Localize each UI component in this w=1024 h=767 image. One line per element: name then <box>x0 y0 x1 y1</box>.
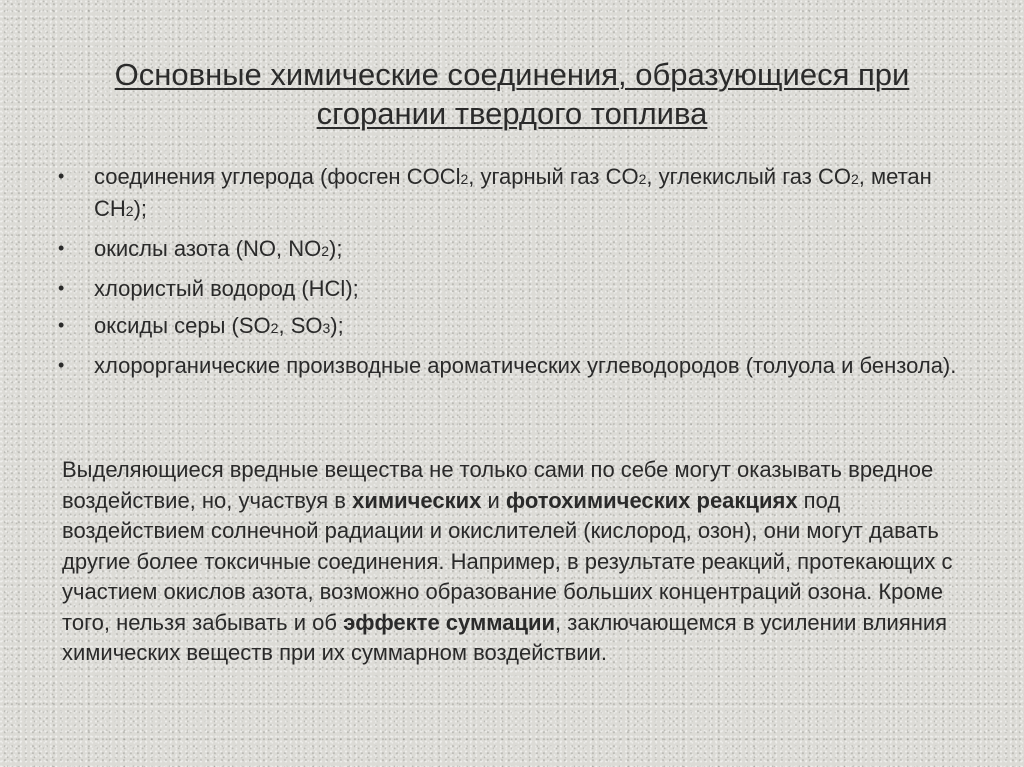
paragraph-text: , заключающемся в усилении влияния химических веществ при их суммарном воздействии. <box>62 609 948 665</box>
list-item-text: , угарный газ CO <box>468 164 639 189</box>
list-item-hydrogen-chloride <box>58 274 968 303</box>
list-item-organochlorine <box>58 351 968 380</box>
subscript: 2 <box>850 171 859 187</box>
paragraph-text: под воздействием солнечной радиации и окислителей (кислород, озон), они могут давать другие более токсичные соединения. Например, в результате реакций, протекающих с участием окислов азота, возможно образование больших концентраций озона. Кроме того, нельзя забывать и об <box>62 487 953 635</box>
paragraph-text: и <box>481 487 506 513</box>
body-paragraph <box>62 455 962 669</box>
bullet-icon: • <box>58 315 65 335</box>
bullet-icon: • <box>58 238 65 258</box>
subscript: 2 <box>125 203 134 219</box>
bullet-icon: • <box>58 355 65 375</box>
subscript: 3 <box>322 320 331 336</box>
list-item-text: ); <box>330 313 344 338</box>
list-item-text: ); <box>329 236 343 261</box>
slide-title-line-1: Основные химические соединения, образующиеся при <box>114 57 910 92</box>
compound-list <box>58 162 968 388</box>
list-item-carbon-compounds <box>58 162 968 226</box>
list-item-text: хлористый водород (HCl); <box>94 276 359 301</box>
subscript: 2 <box>460 171 469 187</box>
list-item-sulfur-oxides <box>58 311 968 343</box>
subscript: 2 <box>638 171 647 187</box>
list-item-text: оксиды серы (SO <box>94 313 271 338</box>
slide-title-line-2: сгорании твердого топлива <box>316 96 708 131</box>
emphasis-chemical: химических <box>352 487 482 513</box>
list-item-text: ); <box>133 196 148 221</box>
list-item-text: окислы азота (NO, NO <box>94 236 322 261</box>
subscript: 2 <box>321 243 330 259</box>
list-item-text: , метан CH <box>94 164 932 221</box>
list-item-nitrogen-oxides <box>58 234 968 266</box>
bullet-icon: • <box>58 278 65 298</box>
subscript: 2 <box>270 320 279 336</box>
slide-title <box>40 55 984 133</box>
emphasis-summation-effect: эффекте суммации <box>343 609 556 635</box>
list-item-text: соединения углерода (фосген COCl <box>94 164 461 189</box>
list-item-text: , углекислый газ CO <box>646 164 851 189</box>
list-item-text: , SO <box>278 313 323 338</box>
bullet-icon: • <box>58 166 65 186</box>
emphasis-photochemical-reactions: фотохимических реакциях <box>505 487 798 513</box>
paragraph-text: Выделяющиеся вредные вещества не только сами по себе могут оказывать вредное воздействие, но, участвуя в <box>62 457 934 513</box>
list-item-text: хлорорганические производные ароматических углеводородов (толуола и бензола). <box>94 353 957 378</box>
